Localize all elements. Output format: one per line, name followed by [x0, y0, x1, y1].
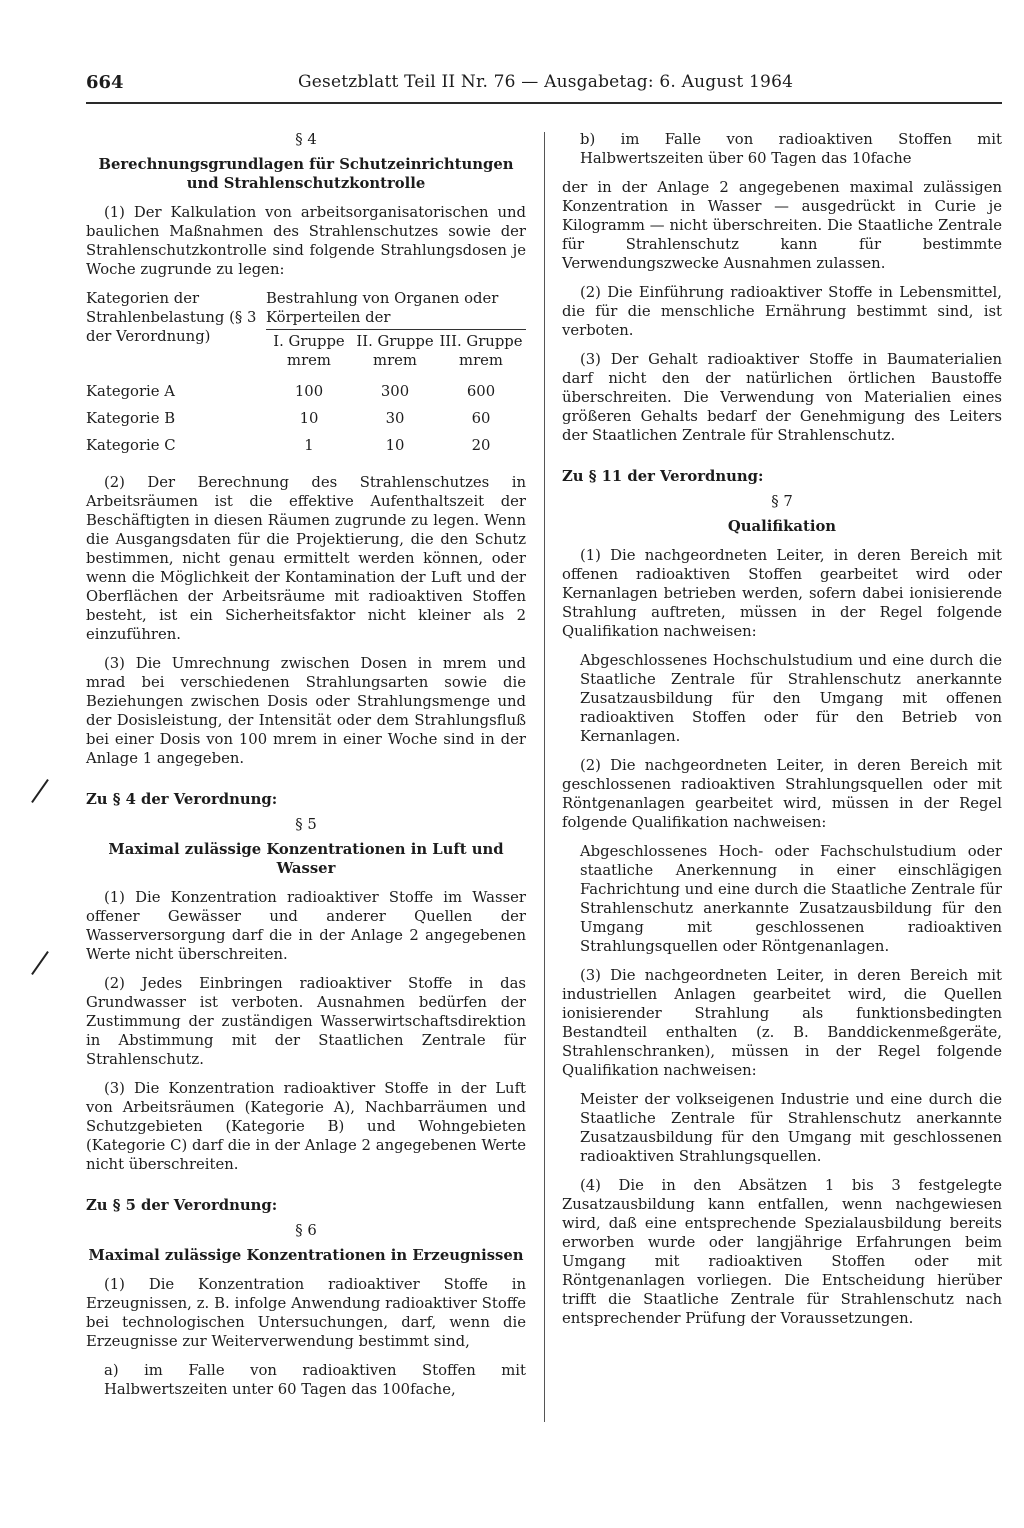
paragraph: der in der Anlage 2 angegebenen maximal zulässigen Konzentration in Wasser — ausgedrückt in Curie je Kilogramm — nicht überschreiten. Die Staatliche Zentrale für Strahlenschutz kann für bestimmte Verwendungszwecke Ausnahmen zulassen.	[562, 179, 1002, 272]
table-cell: 10	[299, 410, 319, 427]
table-cell: 60	[471, 410, 491, 427]
section-heading: Berechnungsgrundlagen für Schutzeinrichtungen und Strahlenschutzkontrolle	[98, 156, 514, 192]
paragraph: (2) Jedes Einbringen radioaktiver Stoffe in das Grundwasser ist verboten. Ausnahmen bedürfen der Zustimmung der zuständigen Wasserwirtschaftsdirektion in Abstimmung mit der Staatlichen Zentrale für Strahlenschutz.	[86, 975, 526, 1068]
paragraph: (2) Die nachgeordneten Leiter, in deren Bereich mit geschlossenen radioaktiven Strahlungsquellen oder mit Röntgenanlagen gearbeitet wird, müssen in der Regel folgende Qualifikation nachweisen:	[562, 757, 1002, 831]
paragraph: (2) Der Berechnung des Strahlenschutzes in Arbeitsräumen ist die effektive Aufenthaltszeit der Beschäftigten in diesen Räumen zugrunde zu legen. Wenn die Ausgangsdaten für die Projektierung, die den Schutz bestimmen, nicht genau ermittelt werden können, oder wenn die Möglichkeit der Kontamination der Luft und der Oberflächen der Arbeitsräume mit radioaktiven Stoffen besteht, ist ein Sicherheitsfaktor nicht kleiner als 2 einzuführen.	[86, 474, 526, 643]
page-number: 664	[86, 72, 124, 93]
table-row	[86, 378, 526, 405]
right-column	[562, 130, 1002, 1338]
pen-tick-mark	[31, 951, 49, 975]
table-cell: 1	[304, 437, 314, 454]
paragraph: (1) Der Kalkulation von arbeitsorganisatorischen und baulichen Maßnahmen des Strahlenschutzes sowie der Strahlenschutzkontrolle sind folgende Strahlungsdosen je Woche zugrunde zu legen:	[86, 204, 526, 278]
table-header-groups	[266, 289, 526, 370]
section-number: § 4	[295, 131, 317, 148]
table-unit-labels	[266, 351, 526, 370]
dose-table	[86, 289, 526, 459]
paragraph: (1) Die nachgeordneten Leiter, in deren Bereich mit offenen radioaktiven Stoffen gearbeitet wird oder Kernanlagen betrieben werden, sofern dabei ionisierende Strahlung auftreten, müssen in der Regel folgende Qualifikation nachweisen:	[562, 547, 1002, 640]
group-label: III. Gruppe	[439, 333, 523, 350]
requirement-text: Meister der volkseigenen Industrie und eine durch die Staatliche Zentrale für Strahlenschutz anerkannte Zusatzausbildung für den Umgang mit geschlossenen radioaktiven Strahlungsquellen.	[580, 1091, 1002, 1165]
section-heading: Maximal zulässige Konzentrationen in Luft und Wasser	[108, 841, 504, 877]
group-label: I. Gruppe	[273, 333, 345, 350]
section-heading: Qualifikation	[727, 518, 837, 535]
table-cell-category: Kategorie A	[86, 383, 175, 400]
list-item: b) im Falle von radioaktiven Stoffen mit Halbwertszeiten über 60 Tagen das 10fache	[580, 131, 1002, 167]
paragraph: (4) Die in den Absätzen 1 bis 3 festgelegte Zusatzausbildung kann entfallen, wenn nachgewiesen wird, daß eine entsprechende Spezialausbildung bereits erworben wurde oder langjährige Erfahrungen beim Umgang mit radioaktiven Stoffen oder mit Röntgenanlagen vorliegen. Die Entscheidung hierüber trifft die Staatliche Zentrale für Strahlenschutz nach entsprechender Prüfung der Voraussetzungen.	[562, 1177, 1002, 1327]
paragraph: (2) Die Einführung radioaktiver Stoffe in Lebensmittel, die für die menschliche Ernährung bestimmt sind, ist verboten.	[562, 284, 1002, 339]
requirement-text: Abgeschlossenes Hochschulstudium und eine durch die Staatliche Zentrale für Strahlenschutz anerkannte Zusatzausbildung für den Umgang mit offenen radioaktiven Stoffen oder für den Betrieb von Kernanlagen.	[580, 652, 1002, 745]
unit-label: mrem	[459, 352, 503, 369]
table-cell: 300	[380, 383, 410, 400]
group-label: II. Gruppe	[356, 333, 434, 350]
paragraph: (3) Die Konzentration radioaktiver Stoffe in der Luft von Arbeitsräumen (Kategorie A), Nachbarräumen und Schutzgebieten (Kategorie B) und Wohngebieten (Kategorie C) darf die in der Anlage 2 angegebenen Werte nicht überschreiten.	[86, 1080, 526, 1173]
paragraph: (1) Die Konzentration radioaktiver Stoffe in Erzeugnissen, z. B. infolge Anwendung radioaktiver Stoffe bei technologischen Untersuchungen, darf, wenn die Erzeugnisse zur Weiterverwendung bestimmt sind,	[86, 1276, 526, 1350]
table-header-category: Kategorien der Strahlenbelastung (§ 3 der Verordnung)	[86, 290, 257, 345]
table-row	[86, 432, 526, 459]
table-cell: 30	[385, 410, 405, 427]
table-cell-category: Kategorie B	[86, 410, 176, 427]
paragraph: (3) Die nachgeordneten Leiter, in deren Bereich mit industriellen Anlagen gearbeitet wird, die Quellen ionisierender Strahlung als funktionsbedingten Bestandteil enthalten (z. B. Banddickenmeßgeräte, Strahlenschranken), müssen in der Regel folgende Qualifikation nachweisen:	[562, 967, 1002, 1079]
left-column	[86, 130, 526, 1409]
section-number: § 7	[771, 493, 793, 510]
table-cell: 20	[471, 437, 491, 454]
regulation-reference: Zu § 11 der Verordnung:	[562, 468, 764, 485]
page-header	[86, 72, 1002, 104]
section-number: § 5	[295, 816, 317, 833]
requirement-text: Abgeschlossenes Hoch- oder Fachschulstudium oder staatliche Anerkennung in einer einschlägigen Fachrichtung und eine durch die Staatliche Zentrale für Strahlenschutz anerkannte Zusatzausbildung für den Umgang mit geschlossenen radioaktiven Strahlungsquellen oder Röntgenanlagen.	[580, 843, 1002, 955]
list-item: a) im Falle von radioaktiven Stoffen mit Halbwertszeiten unter 60 Tagen das 100fache,	[104, 1362, 526, 1398]
unit-label: mrem	[287, 352, 331, 369]
table-cell: 10	[385, 437, 405, 454]
paragraph: (1) Die Konzentration radioaktiver Stoffe im Wasser offener Gewässer und anderer Quellen der Wasserversorgung darf die in der Anlage 2 angegebenen Werte nicht überschreiten.	[86, 889, 526, 963]
running-title: Gesetzblatt Teil II Nr. 76 — Ausgabetag: 6. August 1964	[298, 72, 794, 92]
unit-label: mrem	[373, 352, 417, 369]
section-number: § 6	[295, 1222, 317, 1239]
paragraph: (3) Der Gehalt radioaktiver Stoffe in Baumaterialien darf nicht den der natürlichen örtlichen Baustoffe überschreiten. Die Verwendung von Materialien eines größeren Gehalts bedarf der Genehmigung des Leiters der Staatlichen Zentrale für Strahlenschutz.	[562, 351, 1002, 444]
table-header-group-title: Bestrahlung von Organen oder Körperteilen der	[266, 290, 499, 326]
table-header	[86, 289, 526, 370]
table-cell-category: Kategorie C	[86, 437, 176, 454]
column-divider	[544, 132, 545, 1422]
table-cell: 600	[466, 383, 496, 400]
pen-tick-mark	[31, 779, 49, 803]
paragraph: (3) Die Umrechnung zwischen Dosen in mrem und mrad bei verschiedenen Strahlungsarten sowie die Beziehungen zwischen Dosis oder Strahlungsmenge und der Dosisleistung, der Intensität oder dem Strahlungsfluß bei einer Dosis von 100 mrem in einer Woche sind in der Anlage 1 angegeben.	[86, 655, 526, 767]
regulation-reference: Zu § 5 der Verordnung:	[86, 1197, 278, 1214]
table-row	[86, 405, 526, 432]
section-heading: Maximal zulässige Konzentrationen in Erzeugnissen	[88, 1247, 524, 1264]
regulation-reference: Zu § 4 der Verordnung:	[86, 791, 278, 808]
table-group-labels	[266, 329, 526, 351]
table-cell: 100	[294, 383, 324, 400]
